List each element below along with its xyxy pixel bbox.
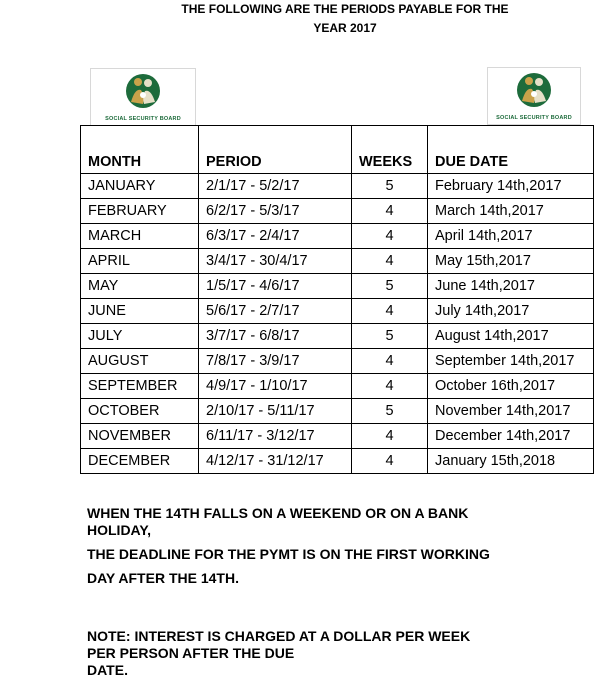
weekend-note-line-2: HOLIDAY, — [87, 522, 152, 538]
cell-due-date: August 14th,2017 — [428, 324, 594, 349]
cell-month: NOVEMBER — [81, 424, 199, 449]
logo-caption-right: SOCIAL SECURITY BOARD — [496, 115, 572, 121]
cell-weeks: 4 — [352, 349, 428, 374]
cell-month: MARCH — [81, 224, 199, 249]
logo-caption-left: SOCIAL SECURITY BOARD — [105, 116, 181, 122]
cell-weeks: 4 — [352, 374, 428, 399]
cell-due-date: November 14th,2017 — [428, 399, 594, 424]
cell-weeks: 5 — [352, 324, 428, 349]
cell-period: 3/7/17 - 6/8/17 — [199, 324, 352, 349]
deadline-note-line-1: THE DEADLINE FOR THE PYMT IS ON THE FIRST WORKING — [87, 546, 490, 562]
cell-month: OCTOBER — [81, 399, 199, 424]
table-row — [81, 324, 594, 349]
interest-note-line-1: NOTE: INTEREST IS CHARGED AT A DOLLAR PER WEEK — [87, 628, 471, 644]
social-security-logo-right — [487, 67, 581, 125]
interest-note — [87, 628, 470, 679]
cell-due-date: June 14th,2017 — [428, 274, 594, 299]
table-row — [81, 199, 594, 224]
title-line-2: YEAR 2017 — [313, 21, 377, 35]
table-row — [81, 349, 594, 374]
cell-period: 2/10/17 - 5/11/17 — [199, 399, 352, 424]
header-month: MONTH — [81, 126, 199, 174]
table-row — [81, 249, 594, 274]
cell-period: 1/5/17 - 4/6/17 — [199, 274, 352, 299]
cell-month: JULY — [81, 324, 199, 349]
table-row — [81, 399, 594, 424]
cell-period: 5/6/17 - 2/7/17 — [199, 299, 352, 324]
cell-month: MAY — [81, 274, 199, 299]
cell-weeks: 4 — [352, 299, 428, 324]
cell-weeks: 5 — [352, 274, 428, 299]
cell-weeks: 4 — [352, 449, 428, 474]
table-row — [81, 299, 594, 324]
cell-period: 2/1/17 - 5/2/17 — [199, 174, 352, 199]
title-line-1: THE FOLLOWING ARE THE PERIODS PAYABLE FOR THE — [181, 2, 509, 16]
cell-due-date: January 15th,2018 — [428, 449, 594, 474]
cell-period: 6/2/17 - 5/3/17 — [199, 199, 352, 224]
cell-due-date: May 15th,2017 — [428, 249, 594, 274]
interest-note-line-3: DATE. — [87, 662, 128, 678]
table-row — [81, 274, 594, 299]
cell-due-date: March 14th,2017 — [428, 199, 594, 224]
deadline-note — [87, 546, 490, 587]
header-due-date: DUE DATE — [428, 126, 594, 174]
table-row — [81, 424, 594, 449]
cell-due-date: October 16th,2017 — [428, 374, 594, 399]
cell-weeks: 4 — [352, 199, 428, 224]
cell-period: 6/11/17 - 3/12/17 — [199, 424, 352, 449]
cell-due-date: December 14th,2017 — [428, 424, 594, 449]
table-header-row — [81, 126, 594, 174]
cell-weeks: 4 — [352, 424, 428, 449]
cell-month: APRIL — [81, 249, 199, 274]
cell-period: 4/9/17 - 1/10/17 — [199, 374, 352, 399]
weekend-note — [87, 505, 468, 539]
family-emblem-icon — [514, 71, 554, 109]
cell-month: JANUARY — [81, 174, 199, 199]
cell-due-date: February 14th,2017 — [428, 174, 594, 199]
cell-period: 3/4/17 - 30/4/17 — [199, 249, 352, 274]
table-row — [81, 224, 594, 249]
cell-due-date: September 14th,2017 — [428, 349, 594, 374]
cell-weeks: 4 — [352, 224, 428, 249]
payment-periods-table — [80, 125, 594, 474]
cell-due-date: July 14th,2017 — [428, 299, 594, 324]
cell-period: 4/12/17 - 31/12/17 — [199, 449, 352, 474]
cell-month: DECEMBER — [81, 449, 199, 474]
cell-weeks: 5 — [352, 399, 428, 424]
social-security-logo-left — [90, 68, 196, 126]
cell-month: JUNE — [81, 299, 199, 324]
header-weeks: WEEKS — [352, 126, 428, 174]
cell-period: 7/8/17 - 3/9/17 — [199, 349, 352, 374]
cell-due-date: April 14th,2017 — [428, 224, 594, 249]
cell-month: AUGUST — [81, 349, 199, 374]
header-period: PERIOD — [199, 126, 352, 174]
cell-month: SEPTEMBER — [81, 374, 199, 399]
family-emblem-icon — [123, 72, 163, 110]
interest-note-line-2: PER PERSON AFTER THE DUE — [87, 645, 295, 661]
table-row — [81, 449, 594, 474]
cell-month: FEBRUARY — [81, 199, 199, 224]
cell-weeks: 5 — [352, 174, 428, 199]
cell-weeks: 4 — [352, 249, 428, 274]
cell-period: 6/3/17 - 2/4/17 — [199, 224, 352, 249]
deadline-note-line-2: DAY AFTER THE 14TH. — [87, 570, 239, 586]
table-row — [81, 174, 594, 199]
table-row — [81, 374, 594, 399]
page-title — [150, 0, 540, 38]
weekend-note-line-1: WHEN THE 14TH FALLS ON A WEEKEND OR ON A BANK — [87, 505, 469, 521]
